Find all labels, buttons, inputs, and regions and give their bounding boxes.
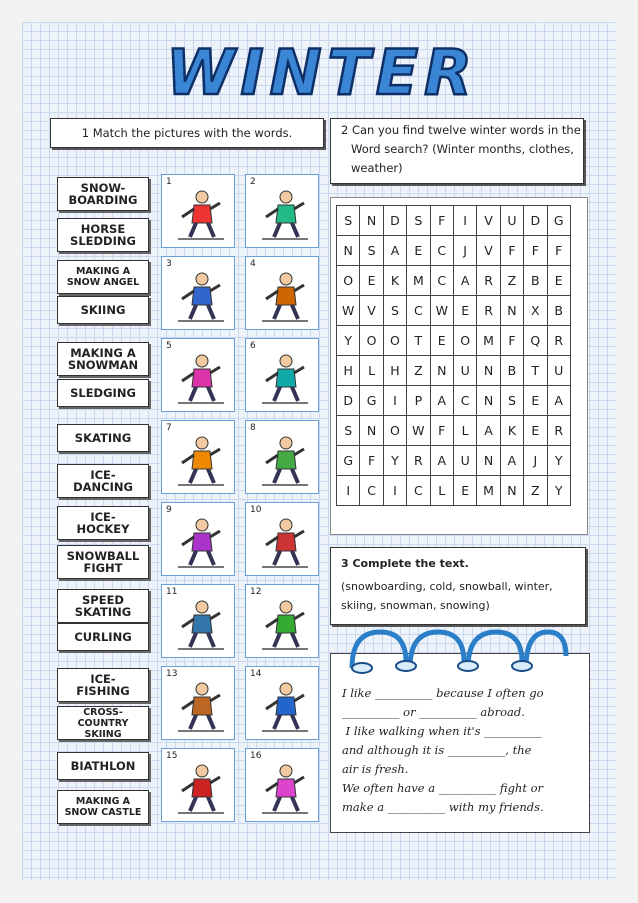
wordsearch-cell[interactable]: T [407, 326, 430, 356]
word-box[interactable] [57, 218, 149, 252]
wordsearch-row [337, 266, 571, 296]
winter-activity-icon [256, 351, 312, 407]
wordsearch-cell[interactable]: R [547, 326, 570, 356]
word-line: SNOWBALL [66, 549, 140, 563]
word-line: SNOWMAN [67, 358, 139, 372]
text-line: I like walking when it's __________ [342, 724, 542, 738]
picture-number: 3 [166, 259, 172, 269]
word-line: SPEED [82, 593, 124, 607]
wordsearch-cell[interactable]: A [383, 236, 406, 266]
wordsearch-cell[interactable]: C [407, 296, 430, 326]
picture-number: 1 [166, 177, 172, 187]
wordsearch-cell[interactable]: N [337, 236, 360, 266]
word-box-label [81, 304, 126, 316]
picture-box[interactable] [245, 420, 319, 494]
wordsearch-cell[interactable]: U [453, 356, 476, 386]
wordsearch-cell[interactable]: A [547, 386, 570, 416]
wordsearch-cell[interactable]: D [383, 206, 406, 236]
word-line: CROSS-COUNTRY [77, 706, 129, 729]
word-box[interactable] [57, 342, 149, 376]
winter-activity-icon [256, 187, 312, 243]
wordsearch-cell[interactable]: M [477, 476, 500, 506]
word-line: SNOW CASTLE [64, 807, 142, 818]
picture-number: 9 [166, 505, 172, 515]
picture-box[interactable] [161, 256, 235, 330]
word-box[interactable] [57, 424, 149, 452]
wordsearch-cell[interactable]: F [430, 416, 453, 446]
wordsearch-cell[interactable]: Z [500, 266, 523, 296]
wordsearch-cell[interactable]: N [500, 476, 523, 506]
wordsearch-cell[interactable]: F [500, 326, 523, 356]
wordsearch-cell[interactable]: E [453, 476, 476, 506]
wordsearch-cell[interactable]: J [524, 446, 547, 476]
wordsearch-cell[interactable]: M [477, 326, 500, 356]
word-line: ICE- [90, 510, 116, 524]
picture-number: 11 [166, 587, 178, 597]
wordsearch-cell[interactable]: O [383, 326, 406, 356]
wordsearch-cell[interactable]: L [430, 476, 453, 506]
word-box[interactable] [57, 545, 149, 579]
wordsearch-cell[interactable]: F [500, 236, 523, 266]
wordsearch-cell[interactable]: S [337, 206, 360, 236]
wordsearch-cell[interactable]: O [383, 416, 406, 446]
word-box[interactable] [57, 177, 149, 211]
wordsearch-cell[interactable]: A [430, 386, 453, 416]
word-box[interactable] [57, 790, 149, 824]
wordsearch-cell[interactable]: E [360, 266, 383, 296]
wordsearch-row [337, 446, 571, 476]
word-line: FIGHT [83, 561, 123, 575]
word-box[interactable] [57, 706, 149, 740]
winter-activity-icon [172, 515, 228, 571]
wordsearch-cell[interactable]: D [524, 206, 547, 236]
word-line: CURLING [74, 630, 132, 644]
picture-number: 13 [166, 669, 178, 679]
winter-activity-icon [256, 433, 312, 489]
word-line: SNOW- [80, 181, 126, 195]
picture-box[interactable] [245, 256, 319, 330]
wordsearch-cell[interactable]: I [383, 476, 406, 506]
wordsearch-cell[interactable]: O [360, 326, 383, 356]
word-box[interactable] [57, 623, 149, 651]
word-line: SLEDDING [70, 234, 136, 248]
wordsearch-cell[interactable]: N [360, 416, 383, 446]
word-line: ICE- [90, 468, 116, 482]
wordsearch-row [337, 386, 571, 416]
picture-number: 14 [250, 669, 262, 679]
wordsearch-cell[interactable]: B [500, 356, 523, 386]
wordsearch-row [337, 416, 571, 446]
word-line: SLEDGING [70, 386, 136, 400]
exercise3-instruction: 3 Complete the text. (snowboarding, cold, snowball, winter, skiing, snowman, snowing) [330, 547, 586, 625]
wordsearch-cell[interactable]: N [477, 386, 500, 416]
word-box-label [68, 347, 138, 371]
binder-rings-icon [340, 626, 570, 676]
title-winter [62, 40, 582, 106]
winter-activity-icon [256, 761, 312, 817]
exercise2-instruction: 2 Can you find twelve winter words in the Word search? (Winter months, clothes, weather) [330, 118, 584, 184]
wordsearch-cell[interactable]: T [524, 356, 547, 386]
text-line: __________ or __________ abroad. [342, 705, 525, 719]
word-box-label [67, 550, 140, 574]
wordsearch-cell[interactable]: E [430, 326, 453, 356]
wordsearch-cell[interactable]: A [453, 266, 476, 296]
wordsearch-grid [336, 205, 571, 506]
wordsearch-cell[interactable]: S [337, 416, 360, 446]
wordsearch-cell[interactable]: V [360, 296, 383, 326]
wordsearch-cell[interactable]: U [500, 206, 523, 236]
picture-box[interactable] [245, 502, 319, 576]
word-line: MAKING A [75, 266, 131, 277]
word-box-label [71, 760, 136, 772]
word-box[interactable] [57, 589, 149, 623]
wordsearch-cell[interactable]: F [524, 236, 547, 266]
wordsearch-cell[interactable]: Q [524, 326, 547, 356]
wordsearch-cell[interactable]: I [337, 476, 360, 506]
word-box-label [75, 432, 131, 444]
wordsearch-cell[interactable]: C [430, 266, 453, 296]
word-box-label [74, 631, 131, 643]
wordsearch-cell[interactable]: W [407, 416, 430, 446]
wordsearch-cell[interactable]: A [500, 446, 523, 476]
picture-number: 8 [250, 423, 256, 433]
wordsearch-cell[interactable]: C [430, 236, 453, 266]
word-line: BIATHLON [70, 759, 136, 773]
wordsearch-cell[interactable]: O [453, 326, 476, 356]
picture-number: 4 [250, 259, 256, 269]
wordsearch-cell[interactable]: G [337, 446, 360, 476]
wordsearch-cell[interactable]: Y [337, 326, 360, 356]
wordsearch-cell[interactable]: F [430, 206, 453, 236]
wordsearch-cell[interactable]: R [477, 266, 500, 296]
wordsearch-cell[interactable]: N [360, 206, 383, 236]
word-line: HORSE [80, 222, 126, 236]
wordsearch-cell[interactable]: E [407, 236, 430, 266]
wordsearch-cell[interactable]: R [407, 446, 430, 476]
wordsearch-cell[interactable]: E [453, 296, 476, 326]
word-line: SKIING [80, 303, 126, 317]
picture-number: 6 [250, 341, 256, 351]
wordsearch-cell[interactable]: P [407, 386, 430, 416]
wordsearch-cell[interactable]: R [547, 416, 570, 446]
word-box[interactable] [57, 506, 149, 540]
wordsearch-cell[interactable]: C [360, 476, 383, 506]
wordsearch-row [337, 356, 571, 386]
picture-number: 2 [250, 177, 256, 187]
word-box[interactable] [57, 296, 149, 324]
wordsearch-cell[interactable]: F [547, 236, 570, 266]
winter-activity-icon [256, 269, 312, 325]
word-line: SKATING [74, 605, 132, 619]
picture-box[interactable] [245, 338, 319, 412]
winter-activity-icon [172, 351, 228, 407]
word-line: SKATING [74, 431, 132, 445]
wordsearch-cell[interactable]: S [360, 236, 383, 266]
wordsearch-cell[interactable]: Z [407, 356, 430, 386]
wordsearch-cell[interactable]: O [337, 266, 360, 296]
winter-activity-icon [172, 187, 228, 243]
word-box[interactable] [57, 464, 149, 498]
wordsearch-cell[interactable]: S [500, 386, 523, 416]
wordsearch-cell[interactable]: J [453, 236, 476, 266]
wordsearch-cell[interactable]: C [453, 386, 476, 416]
wordsearch-cell[interactable]: K [500, 416, 523, 446]
word-box-label [58, 707, 148, 740]
wordsearch-cell[interactable]: H [337, 356, 360, 386]
word-box-label [76, 673, 129, 697]
picture-number: 7 [166, 423, 172, 433]
wordsearch-cell[interactable]: K [383, 266, 406, 296]
picture-box[interactable] [161, 502, 235, 576]
word-box-label [65, 796, 142, 818]
winter-activity-icon [256, 679, 312, 735]
word-box[interactable] [57, 260, 149, 294]
wordsearch-cell[interactable]: S [407, 206, 430, 236]
word-line: DANCING [73, 480, 133, 494]
picture-box[interactable] [245, 666, 319, 740]
picture-box[interactable] [245, 174, 319, 248]
winter-activity-icon [172, 679, 228, 735]
picture-number: 10 [250, 505, 262, 515]
wordsearch-cell[interactable]: N [477, 356, 500, 386]
title-text: WINTER [166, 40, 478, 106]
winter-activity-icon [172, 269, 228, 325]
picture-box[interactable] [245, 748, 319, 822]
wordsearch-row [337, 326, 571, 356]
word-line: MAKING A [70, 346, 136, 360]
wordsearch-cell[interactable]: B [524, 266, 547, 296]
winter-activity-icon [256, 597, 312, 653]
picture-box[interactable] [161, 666, 235, 740]
wordsearch-cell[interactable]: E [524, 416, 547, 446]
wordsearch-cell[interactable]: W [430, 296, 453, 326]
wordsearch-cell[interactable]: Y [547, 446, 570, 476]
wordsearch-cell[interactable]: D [337, 386, 360, 416]
word-box-label [69, 182, 138, 206]
wordsearch-cell[interactable]: A [477, 416, 500, 446]
wordsearch-cell[interactable]: Z [524, 476, 547, 506]
wordsearch-cell[interactable]: N [477, 446, 500, 476]
text-line: make a __________ with my friends. [342, 800, 544, 814]
wordsearch-cell[interactable]: V [477, 206, 500, 236]
wordsearch-cell[interactable]: N [500, 296, 523, 326]
wordsearch-cell[interactable]: L [360, 356, 383, 386]
wordsearch-row [337, 206, 571, 236]
picture-box[interactable] [161, 338, 235, 412]
picture-box[interactable] [161, 748, 235, 822]
picture-box[interactable] [161, 420, 235, 494]
winter-activity-icon [172, 597, 228, 653]
word-line: MAKING A [75, 796, 131, 807]
picture-box[interactable] [161, 584, 235, 658]
word-box-label [73, 469, 133, 493]
word-box-label [67, 266, 139, 288]
wordsearch-cell[interactable]: B [547, 296, 570, 326]
text-line: and although it is __________, the [342, 743, 532, 757]
wordsearch-cell[interactable]: Y [547, 476, 570, 506]
wordsearch-cell[interactable]: L [453, 416, 476, 446]
picture-number: 12 [250, 587, 262, 597]
wordsearch-row [337, 296, 571, 326]
picture-box[interactable] [245, 584, 319, 658]
exercise1-instruction: 1 Match the pictures with the words. [50, 118, 324, 148]
wordsearch-cell[interactable]: I [453, 206, 476, 236]
winter-activity-icon [172, 761, 228, 817]
word-line: FISHING [76, 684, 130, 698]
text-line: We often have a __________ fight or [342, 781, 544, 795]
word-box[interactable] [57, 379, 149, 407]
wordsearch-cell[interactable]: V [477, 236, 500, 266]
wordsearch-cell[interactable]: E [524, 386, 547, 416]
wordsearch-cell[interactable]: M [407, 266, 430, 296]
wordsearch-cell[interactable]: F [360, 446, 383, 476]
word-box-label [70, 223, 136, 247]
picture-number: 15 [166, 751, 178, 761]
wordsearch-cell[interactable]: G [547, 206, 570, 236]
word-box[interactable] [57, 668, 149, 702]
wordsearch-cell[interactable]: S [383, 296, 406, 326]
word-line: HOCKEY [76, 522, 130, 536]
winter-activity-icon [256, 515, 312, 571]
wordsearch-cell[interactable]: N [430, 356, 453, 386]
wordsearch-cell[interactable]: H [383, 356, 406, 386]
wordsearch-cell[interactable]: X [524, 296, 547, 326]
picture-box[interactable] [161, 174, 235, 248]
wordsearch-cell[interactable]: R [477, 296, 500, 326]
wordsearch-cell[interactable]: C [407, 476, 430, 506]
winter-activity-icon [172, 433, 228, 489]
word-box-label [75, 594, 131, 618]
picture-number: 16 [250, 751, 262, 761]
text-line: air is fresh. [342, 762, 409, 776]
word-line: BOARDING [68, 193, 138, 207]
wordsearch-row [337, 236, 571, 266]
wordsearch-row [337, 476, 571, 506]
word-box-label [70, 387, 136, 399]
picture-number: 5 [166, 341, 172, 351]
word-box-label [77, 511, 130, 535]
word-box[interactable] [57, 752, 149, 780]
wordsearch-cell[interactable]: W [337, 296, 360, 326]
wordsearch-cell[interactable]: A [430, 446, 453, 476]
wordsearch-cell[interactable]: I [383, 386, 406, 416]
completion-text [342, 684, 582, 817]
word-line: SNOW ANGEL [66, 277, 140, 288]
text-line: I like __________ because I often go [342, 686, 544, 700]
wordsearch-cell[interactable]: Y [383, 446, 406, 476]
wordsearch-cell[interactable]: G [360, 386, 383, 416]
wordsearch-cell[interactable]: U [453, 446, 476, 476]
wordsearch-cell[interactable]: U [547, 356, 570, 386]
word-line: ICE- [90, 672, 116, 686]
word-line: SKIING [84, 728, 122, 740]
wordsearch-cell[interactable]: E [547, 266, 570, 296]
